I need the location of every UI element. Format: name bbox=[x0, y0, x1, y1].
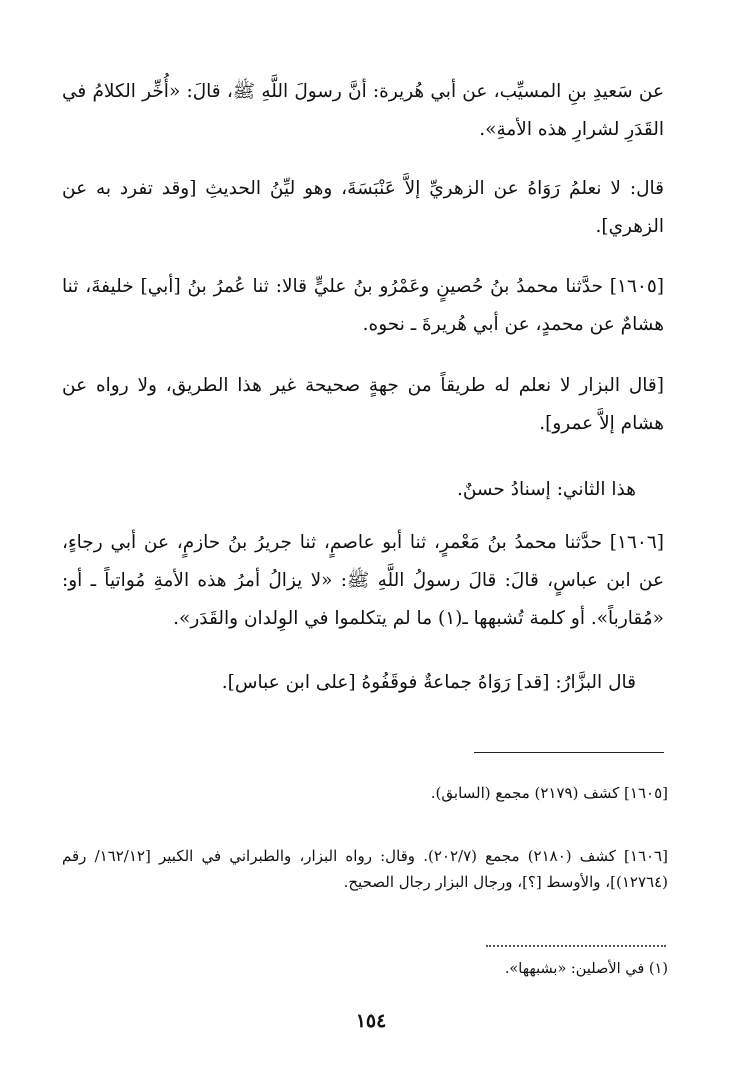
bazzar-commentary-1606: قال البزَّارُ: [قد] رَوَاهُ جماعةٌ فوقَفُوهُ [على ابن عباس]. bbox=[221, 672, 636, 693]
commentary-paragraph: قال: لا نعلمُ رَوَاهُ عن الزهريِّ إلاَّ عَنْبَسَةَ، وهو ليِّنُ الحديثِ [وقد تفرد به عن الزهري]. bbox=[62, 178, 664, 237]
footnote-note-1: (١) في الأصلين: «بشبهها». bbox=[504, 961, 668, 977]
hadith-text-continuation: عن سَعيدِ بنِ المسيِّب، عن أبي هُريرة: أنَّ رسولَ اللَّهِ ﷺ، قالَ: «أُخِّر الكلامُ في القَدَرِ لشرارِ هذه الأمةِ». bbox=[62, 81, 664, 140]
footnote-source-1605: [١٦٠٥] كشف (٢١٧٩) مجمع (السابق). bbox=[430, 784, 668, 802]
bazzar-commentary-1605: [قال البزار لا نعلم له طريقاً من جهةٍ صحيحة غير هذا الطريق، ولا رواه عن هشام إلاَّ عمرو]. bbox=[62, 375, 664, 434]
hadith-1605: [١٦٠٥] حدَّثنا محمدُ بنُ حُصينٍ وعَمْرُو بنُ عليٍّ قالا: ثنا عُمرُ بنُ [أبي] خليفةَ، ثنا هشامٌ عن محمدٍ، عن أبي هُريرةَ ـ نحوه. bbox=[62, 276, 664, 335]
isnad-grading: هذا الثاني: إسنادُ حسنٌ. bbox=[456, 479, 636, 500]
dotted-separator bbox=[486, 945, 666, 947]
page-number: ١٥٤ bbox=[355, 1010, 387, 1032]
hadith-1606: [١٦٠٦] حدَّثنا محمدُ بنُ مَعْمرٍ، ثنا أبو عاصمٍ، ثنا جريرُ بنُ حازمٍ، عن أبي رجاءٍ، عن ابن عباسٍ، قالَ: قالَ رسولُ اللَّهِ ﷺ: «لا يزالُ أمرُ هذه الأمةِ مُواتياً ـ أو: «مُقارباً». أو كلمة تُشبهها ـ(١) ما لم يتكلموا في الوِلدان والقَدَر». bbox=[62, 532, 664, 629]
footnote-source-1606: [١٦٠٦] كشف (٢١٨٠) مجمع (٢٠٢/٧). وقال: رواه البزار، والطبراني في الكبير [١٦٢/١٢/ رقم (١٢٧٦٤)]، والأوسط [؟]، ورجال البزار رجال الصحيح. bbox=[62, 847, 668, 891]
footnote-separator bbox=[474, 752, 664, 753]
